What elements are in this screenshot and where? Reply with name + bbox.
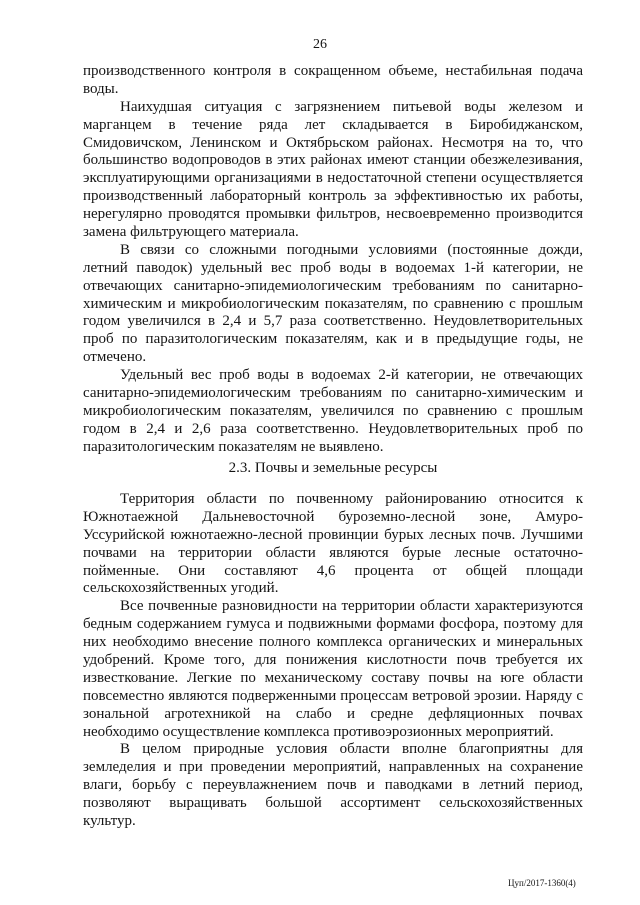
text-line: санитарно-эпидемиологическим требованиям по санитарно-химическим и <box>83 385 583 402</box>
text-line: Уссурийской южнотаежно-лесной провинции бурых лесных почв. Лучшими <box>83 526 583 543</box>
text-line: земледелия и при проведении мероприятий, направленных на сохранение <box>83 759 583 776</box>
text-line: паразитологическим показателям не выявлено. <box>83 438 384 455</box>
text-line: влаги, борьбу с переувлажнением почв и паводками в летний период, <box>83 777 583 794</box>
section-heading: 2.3. Почвы и земельные ресурсы <box>228 460 438 476</box>
text-line: В связи со сложными погодными условиями (постоянные дожди, <box>120 241 583 258</box>
text-line: пойменные. Они составляют 4,6 процента от общей площади <box>83 562 583 579</box>
text-line: необходимо осуществление комплекса противоэрозионных мероприятий. <box>83 723 554 740</box>
page-number: 26 <box>313 37 327 52</box>
text-line: известкование. Легкие по механическому составу почвы на юге области <box>83 669 583 686</box>
footer-document-code: Цуп/2017-1360(4) <box>508 878 576 888</box>
text-line: бедным содержанием гумуса и подвижными формами фосфора, поэтому для <box>83 616 583 633</box>
text-line: зональной агротехникой на слабо и средне дефляционных почвах <box>83 705 583 722</box>
section-water-text <box>83 63 583 457</box>
paragraph <box>83 598 583 741</box>
text-line: сельскохозяйственных угодий. <box>83 580 279 597</box>
paragraph <box>83 242 583 367</box>
text-line: производственного контроля в сокращенном объеме, нестабильная подача <box>83 63 583 79</box>
text-line: нерегулярно проводятся промывки фильтров, несвоевременно производится <box>83 206 583 223</box>
section-soil-text <box>83 491 583 831</box>
text-line: отмечено. <box>83 349 147 366</box>
paragraph <box>83 99 583 242</box>
text-line: Все почвенные разновидности на территории области характеризуются <box>120 598 583 615</box>
text-line: марганцем в течение ряда лет складывается в Биробиджанском, <box>83 116 583 133</box>
text-line: Смидовичском, Ленинском и Октябрьском районах. Несмотря на то, что <box>83 134 583 151</box>
text-line: годом в 2,4 и 2,6 раза соответственно. Неудовлетворительных проб по <box>83 420 583 437</box>
text-line: Южнотаежной Дальневосточной буроземно-лесной зоне, Амуро- <box>83 508 583 525</box>
text-line: микробиологическим показателям, увеличился по сравнению с прошлым <box>83 402 583 419</box>
text-line: замена фильтрующего материала. <box>83 224 299 241</box>
text-line: годом увеличился в 2,4 и 5,7 раза соответственно. Неудовлетворительных <box>83 313 583 330</box>
text-line: них необходимо внесение полного комплекса органических и минеральных <box>83 634 583 651</box>
paragraph <box>83 63 583 99</box>
text-line: удобрений. Кроме того, для понижения кислотности почв требуется их <box>83 652 583 669</box>
text-line: почвами на территории области являются бурые лесные остаточно- <box>83 544 583 561</box>
text-line: повсеместно являются подверженными процессам ветровой эрозии. Наряду с <box>83 687 583 704</box>
paragraph <box>83 491 583 598</box>
text-line: летний паводок) удельный вес проб воды в водоемах 1-й категории, не <box>83 259 583 276</box>
text-line: воды. <box>83 80 119 97</box>
text-line: отвечающих санитарно-эпидемиологическим требованиям по санитарно- <box>83 277 583 294</box>
text-line: Территория области по почвенному районированию относится к <box>120 491 583 507</box>
text-line: Удельный вес проб воды в водоемах 2-й категории, не отвечающих <box>120 367 583 384</box>
text-line: производственный лабораторный контроль за эффективностью их работы, <box>83 188 583 205</box>
text-line: большинство водопроводов в этих районах имеют станции обезжелезивания, <box>83 152 583 169</box>
text-line: проб по паразитологическим показателям, как и в предыдущие годы, не <box>83 331 583 348</box>
text-line: эксплуатирующими организациями в недостаточной степени осуществляется <box>83 170 583 187</box>
text-line: Наихудшая ситуация с загрязнением питьевой воды железом и <box>120 98 583 115</box>
text-line: химическим и микробиологическим показателям, по сравнению с прошлым <box>83 295 583 312</box>
text-line: В целом природные условия области вполне благоприятны для <box>120 741 583 758</box>
text-line: культур. <box>83 813 136 830</box>
text-line: позволяют выращивать большой ассортимент сельскохозяйственных <box>83 795 583 812</box>
paragraph <box>83 367 583 456</box>
paragraph <box>83 741 583 830</box>
